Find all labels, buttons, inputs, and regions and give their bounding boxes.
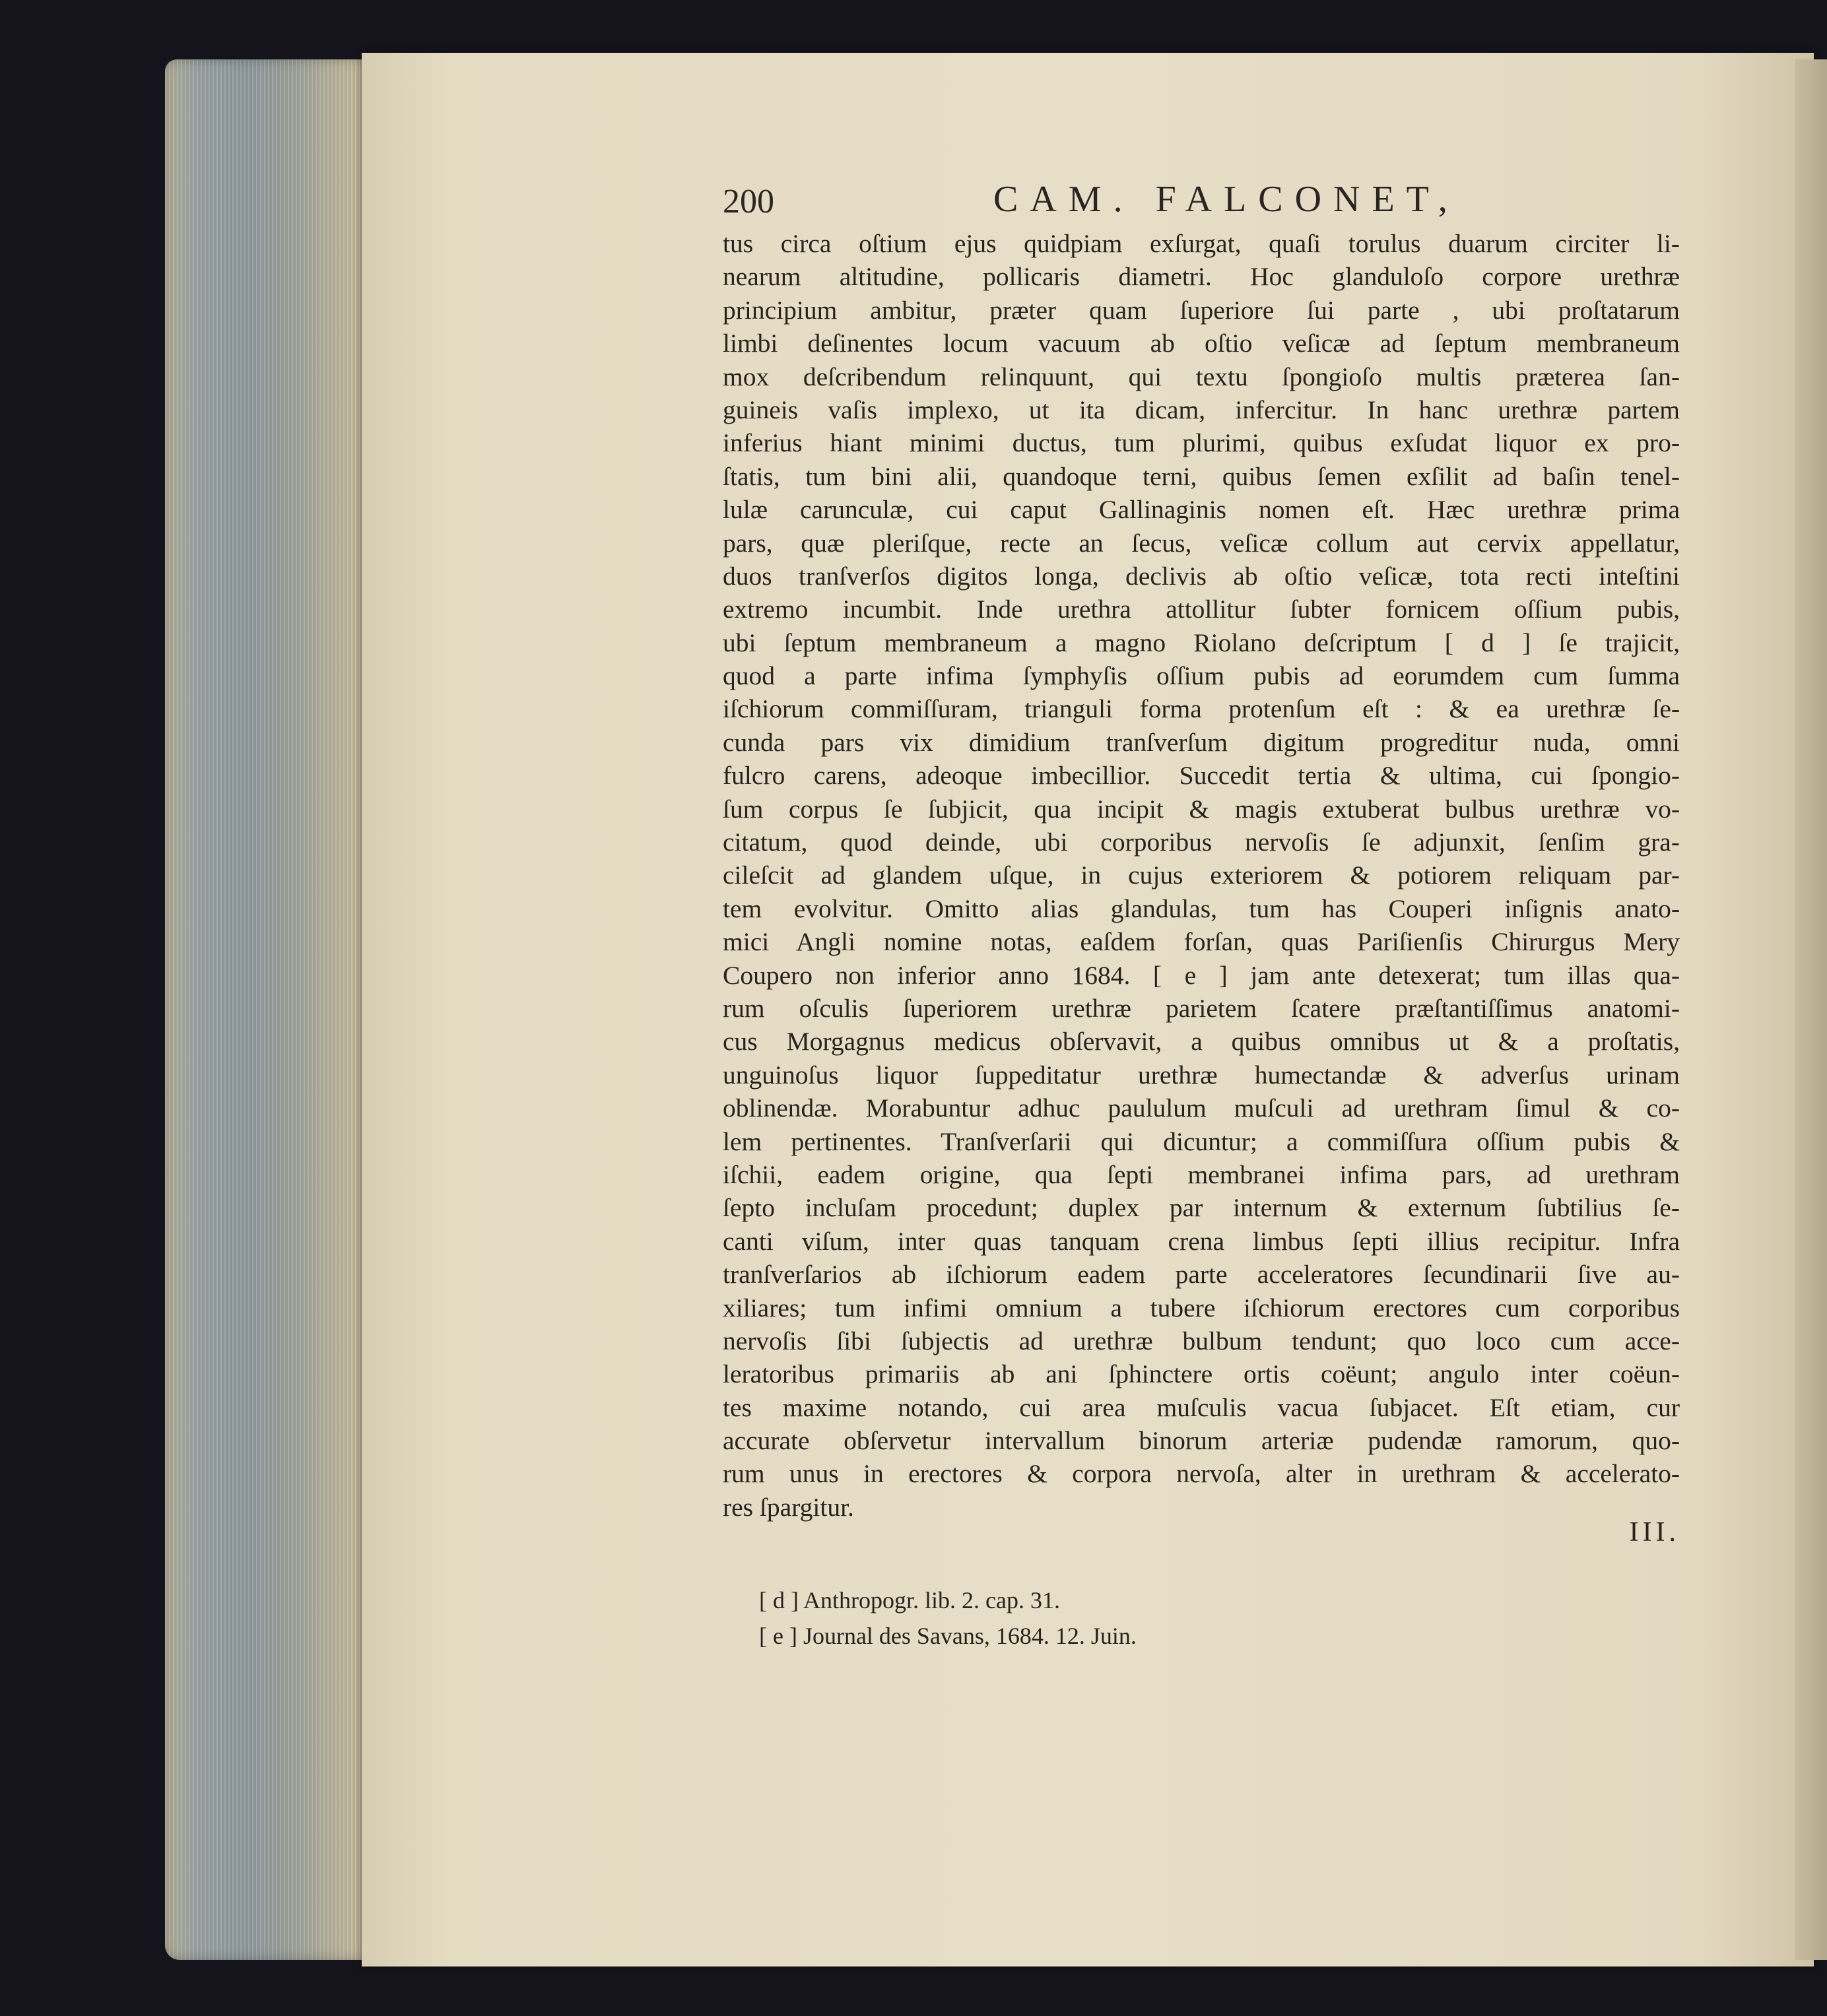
text-line: iſchiorum commiſſuram, trianguli forma protenſum eſt : & ea urethræ ſe- <box>723 694 1680 724</box>
footnotes <box>759 1582 1617 1654</box>
catchword: III. <box>1629 1517 1680 1547</box>
text-line: extremo incumbit. Inde urethra attollitur ſubter fornicem oſſium pubis, <box>723 595 1680 624</box>
text-line: cileſcit ad glandem uſque, in cujus exteriorem & potiorem reliquam par- <box>723 861 1680 890</box>
text-line: accurate obſervetur intervallum binorum arteriæ pudendæ ramorum, quo- <box>723 1426 1680 1456</box>
footnote: [ e ] Journal des Savans, 1684. 12. Juin. <box>759 1623 1137 1649</box>
facing-page-edge <box>1795 59 1827 1960</box>
text-line: cus Morgagnus medicus obſervavit, a quibus omnibus ut & a proſtatis, <box>723 1027 1680 1057</box>
text-line: tranſverſarios ab iſchiorum eadem parte acceleratores ſecundinarii ſive au- <box>723 1260 1680 1289</box>
text-line: tes maxime notando, cui area muſculis vacua ſubjacet. Eſt etiam, cur <box>723 1392 1680 1422</box>
text-line: mici Angli nomine notas, eaſdem forſan, quas Pariſienſis Chirurgus Mery <box>723 927 1680 957</box>
text-line: guineis vaſis implexo, ut ita dicam, infercitur. In hanc urethræ partem <box>723 395 1680 424</box>
text-line: canti viſum, inter quas tanquam crena limbus ſepti illius recipitur. Infra <box>723 1226 1680 1256</box>
text-line: oblinendæ. Morabuntur adhuc paululum muſculi ad urethram ſimul & co- <box>723 1093 1680 1123</box>
text-line: ſtatis, tum bini alii, quandoque terni, quibus ſemen exſilit ad baſin tenel- <box>723 461 1680 491</box>
text-line: nearum altitudine, pollicaris diametri. Hoc glanduloſo corpore urethræ <box>723 262 1680 292</box>
text-line: tus circa oſtium ejus quidpiam exſurgat, quaſi torulus duarum circiter li- <box>723 229 1680 258</box>
text-line: fulcro carens, adeoque imbecillior. Succedit tertia & ultima, cui ſpongio- <box>723 761 1680 791</box>
text-line: ubi ſeptum membraneum a magno Riolano deſcriptum [ d ] ſe trajicit, <box>723 628 1680 657</box>
text-line: lem pertinentes. Tranſverſarii qui dicuntur; a commiſſura oſſium pubis & <box>723 1126 1680 1156</box>
text-line: leratoribus primariis ab ani ſphinctere ortis coëunt; angulo inter coëun- <box>723 1359 1680 1389</box>
text-line: ſum corpus ſe ſubjicit, qua incipit & magis extuberat bulbus urethræ vo- <box>723 794 1680 824</box>
text-line: pars, quæ pleriſque, recte an ſecus, veſicæ collum aut cervix appellatur, <box>723 528 1680 558</box>
text-line: ſepto incluſam procedunt; duplex par internum & externum ſubtilius ſe- <box>723 1193 1680 1223</box>
text-line: rum oſculis ſuperiorem urethræ parietem ſcatere præſtantiſſimus anatomi- <box>723 993 1680 1023</box>
text-line: res ſpargitur. <box>723 1492 854 1522</box>
text-line: limbi deſinentes locum vacuum ab oſtio veſicæ ad ſeptum membraneum <box>723 329 1680 358</box>
text-line: rum unus in erectores & corpora nervoſa, alter in urethram & accelerato- <box>723 1459 1680 1489</box>
body-text <box>723 227 1680 1524</box>
text-line: xiliares; tum infimi omnium a tubere iſchiorum erectores cum corporibus <box>723 1293 1680 1322</box>
text-line: cunda pars vix dimidium tranſverſum digitum progreditur nuda, omni <box>723 727 1680 757</box>
text-line: iſchii, eadem origine, qua ſepti membranei infima pars, ad urethram <box>723 1159 1680 1189</box>
running-head <box>723 178 1726 231</box>
page-number: 200 <box>723 183 774 220</box>
text-line: inferius hiant minimi ductus, tum plurimi, quibus exſudat liquor ex pro- <box>723 428 1680 458</box>
text-line: Coupero non inferior anno 1684. [ e ] jam ante detexerat; tum illas qua- <box>723 960 1680 990</box>
running-head-title: CAM. FALCONET, <box>993 179 1459 220</box>
text-line: nervoſis ſibi ſubjectis ad urethræ bulbum tendunt; quo loco cum acce- <box>723 1326 1680 1355</box>
text-line: citatum, quod deinde, ubi corporibus nervoſis ſe adjunxit, ſenſim gra- <box>723 828 1680 857</box>
text-line: lulæ carunculæ, cui caput Gallinaginis nomen eſt. Hæc urethræ prima <box>723 495 1680 525</box>
text-line: quod a parte infima ſymphyſis oſſium pubis ad eorumdem cum ſumma <box>723 661 1680 691</box>
text-line: principium ambitur, præter quam ſuperiore ſui parte , ubi proſtatarum <box>723 295 1680 325</box>
text-line: mox deſcribendum relinquunt, qui textu ſpongioſo multis præterea ſan- <box>723 362 1680 391</box>
page-edge-block <box>165 59 366 1960</box>
text-line: unguinoſus liquor ſuppeditatur urethræ humectandæ & adverſus urinam <box>723 1060 1680 1089</box>
footnote: [ d ] Anthropogr. lib. 2. cap. 31. <box>759 1587 1060 1613</box>
text-line: duos tranſverſos digitos longa, declivis ab oſtio veſicæ, tota recti inteſtini <box>723 561 1680 591</box>
text-line: tem evolvitur. Omitto alias glandulas, tum has Couperi inſignis anato- <box>723 894 1680 923</box>
